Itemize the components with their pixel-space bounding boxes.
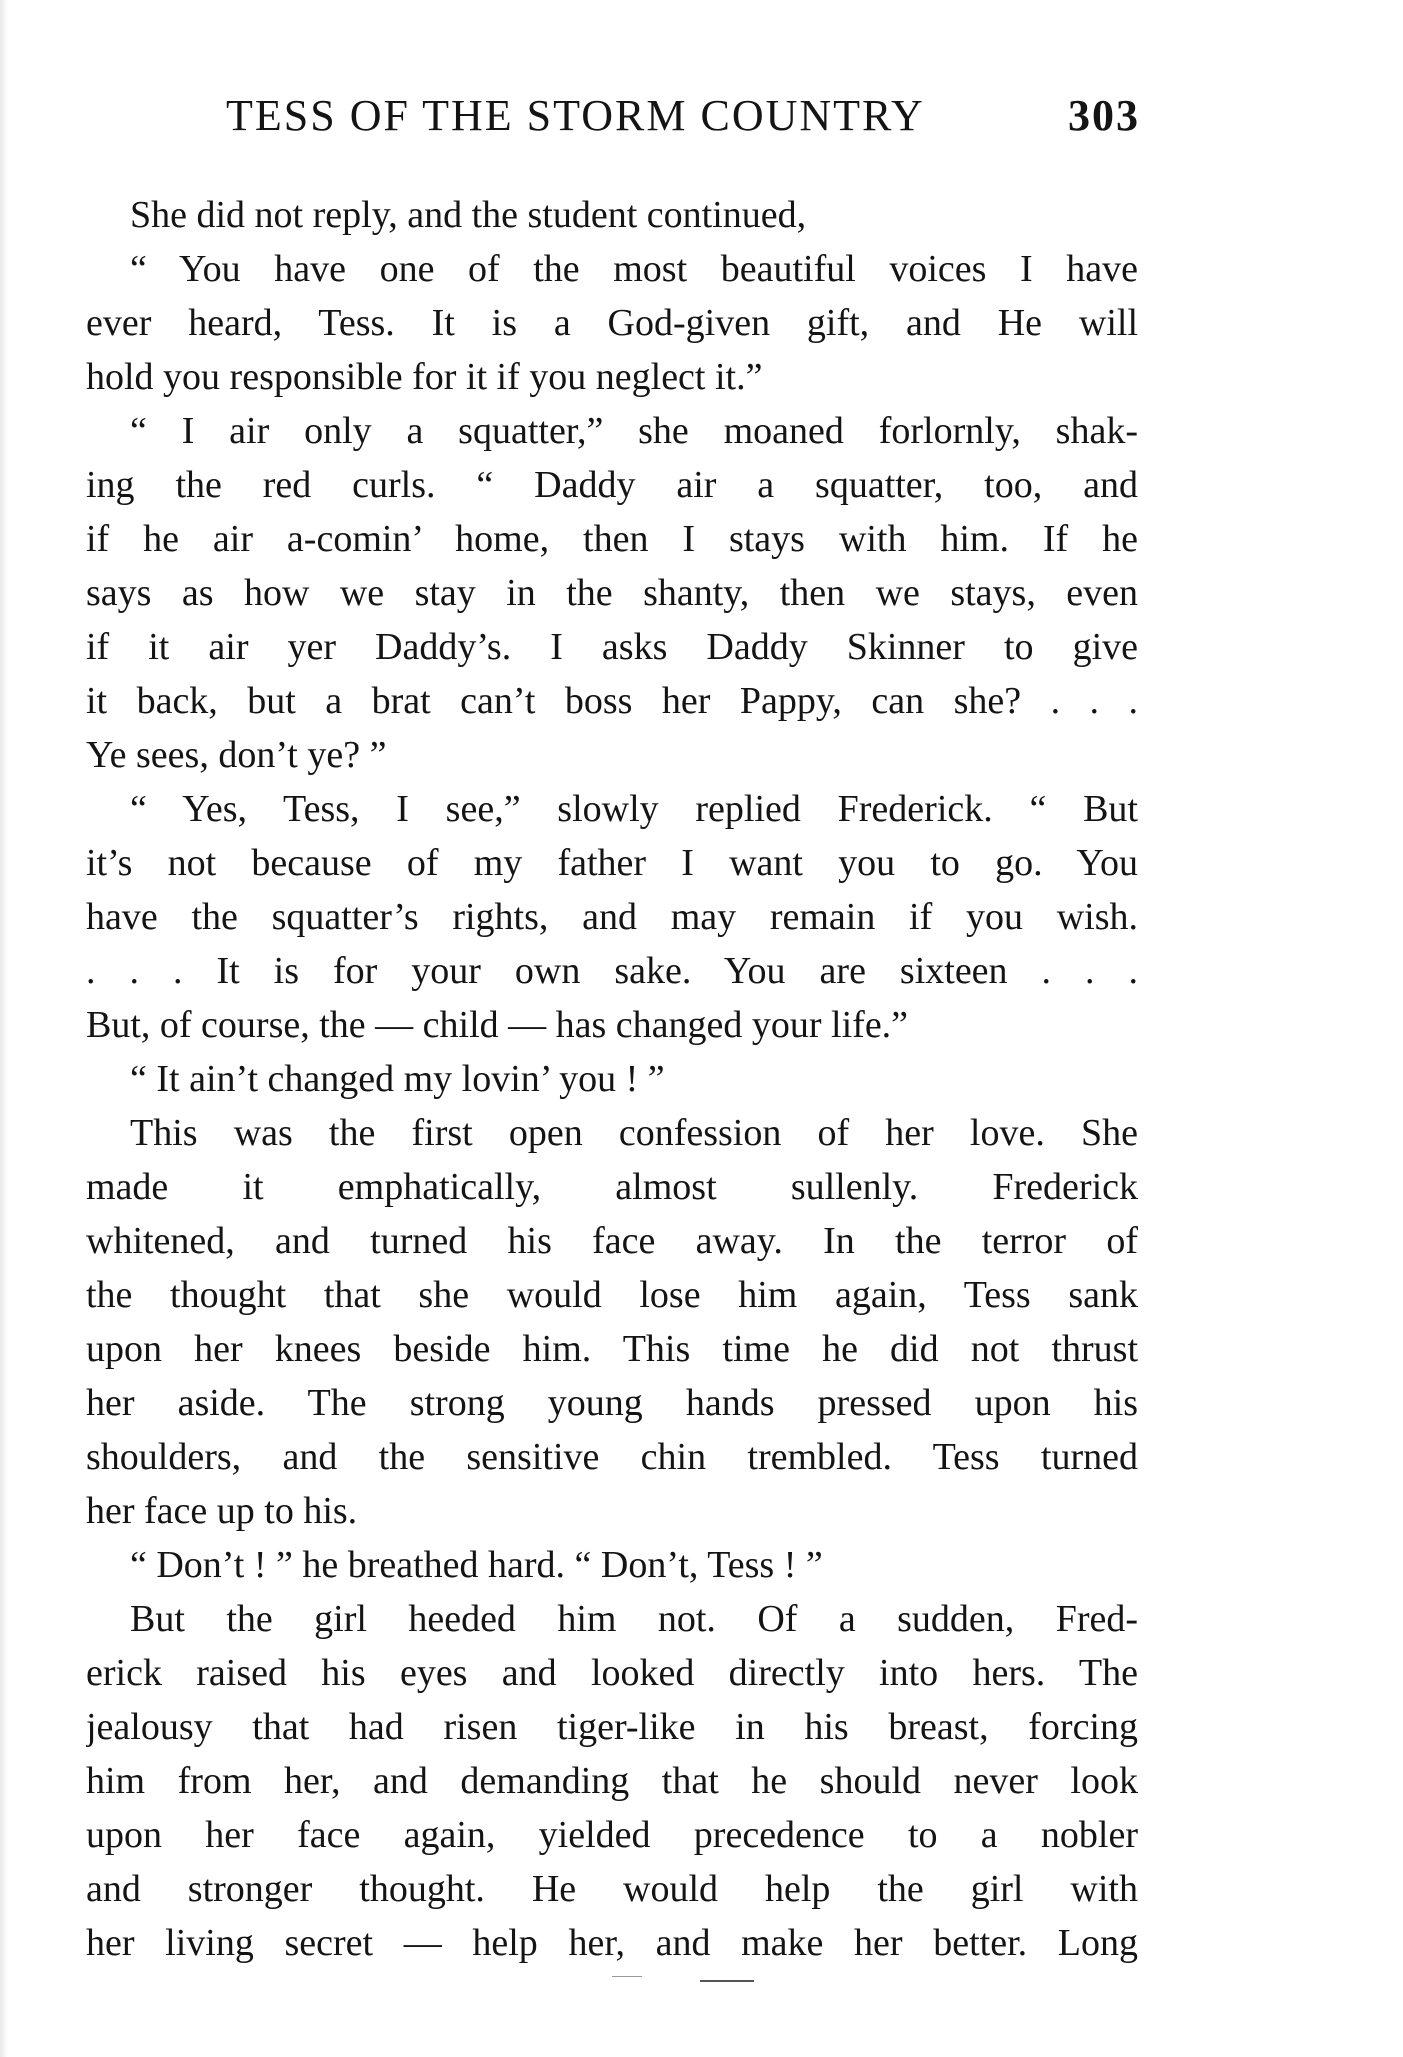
text-line: it’s not because of my father I want you to go. You — [86, 842, 1138, 884]
text-line: ing the red curls. “ Daddy air a squatter, too, and — [86, 464, 1138, 506]
text-line: hold you responsible for it if you neglect it.” — [86, 356, 763, 398]
text-line: if it air yer Daddy’s. I asks Daddy Skinner to give — [86, 626, 1138, 668]
page-number: 303 — [1068, 91, 1140, 140]
text-line: “ Don’t ! ” he breathed hard. “ Don’t, Tess ! ” — [130, 1544, 823, 1586]
text-line: it back, but a brat can’t boss her Pappy, can she? . . . — [86, 680, 1138, 722]
text-line: him from her, and demanding that he should never look — [86, 1760, 1138, 1802]
text-line: her aside. The strong young hands pressed upon his — [86, 1382, 1138, 1424]
page-edge-shadow — [0, 0, 8, 2057]
text-line: ever heard, Tess. It is a God-given gift, and He will — [86, 302, 1138, 344]
text-line: “ Yes, Tess, I see,” slowly replied Frederick. “ But — [130, 788, 1138, 830]
text-line: “ I air only a squatter,” she moaned forlornly, shak- — [130, 410, 1138, 452]
text-line: . . . It is for your own sake. You are sixteen . . . — [86, 950, 1138, 992]
text-line: jealousy that had risen tiger-like in his breast, forcing — [86, 1706, 1138, 1748]
text-line: made it emphatically, almost sullenly. Frederick — [86, 1166, 1138, 1208]
running-header — [226, 90, 1140, 150]
text-line: She did not reply, and the student continued, — [130, 194, 807, 236]
text-line: if he air a-comin’ home, then I stays with him. If he — [86, 518, 1138, 560]
text-line: upon her face again, yielded precedence to a nobler — [86, 1814, 1138, 1856]
text-line: shoulders, and the sensitive chin trembled. Tess turned — [86, 1436, 1138, 1478]
text-line: her face up to his. — [86, 1490, 358, 1532]
text-line: the thought that she would lose him again, Tess sank — [86, 1274, 1138, 1316]
running-title: TESS OF THE STORM COUNTRY — [226, 91, 925, 140]
text-line: But the girl heeded him not. Of a sudden, Fred- — [130, 1598, 1138, 1640]
text-line: “ You have one of the most beautiful voices I have — [130, 248, 1138, 290]
text-line: upon her knees beside him. This time he did not thrust — [86, 1328, 1138, 1370]
bottom-dot-mark — [612, 1976, 642, 1977]
text-line: This was the first open confession of her love. She — [130, 1112, 1138, 1154]
text-line: erick raised his eyes and looked directly into hers. The — [86, 1652, 1138, 1694]
text-line: Ye sees, don’t ye? ” — [86, 734, 387, 776]
bottom-signature-mark — [700, 1980, 754, 1982]
text-line: her living secret — help her, and make her better. Long — [86, 1922, 1138, 1964]
text-line: “ It ain’t changed my lovin’ you ! ” — [130, 1058, 665, 1100]
body-text — [86, 188, 1138, 1970]
text-line: and stronger thought. He would help the girl with — [86, 1868, 1138, 1910]
text-line: whitened, and turned his face away. In the terror of — [86, 1220, 1138, 1262]
text-line: have the squatter’s rights, and may remain if you wish. — [86, 896, 1138, 938]
text-line: says as how we stay in the shanty, then we stays, even — [86, 572, 1138, 614]
text-line: But, of course, the — child — has changed your life.” — [86, 1004, 909, 1046]
